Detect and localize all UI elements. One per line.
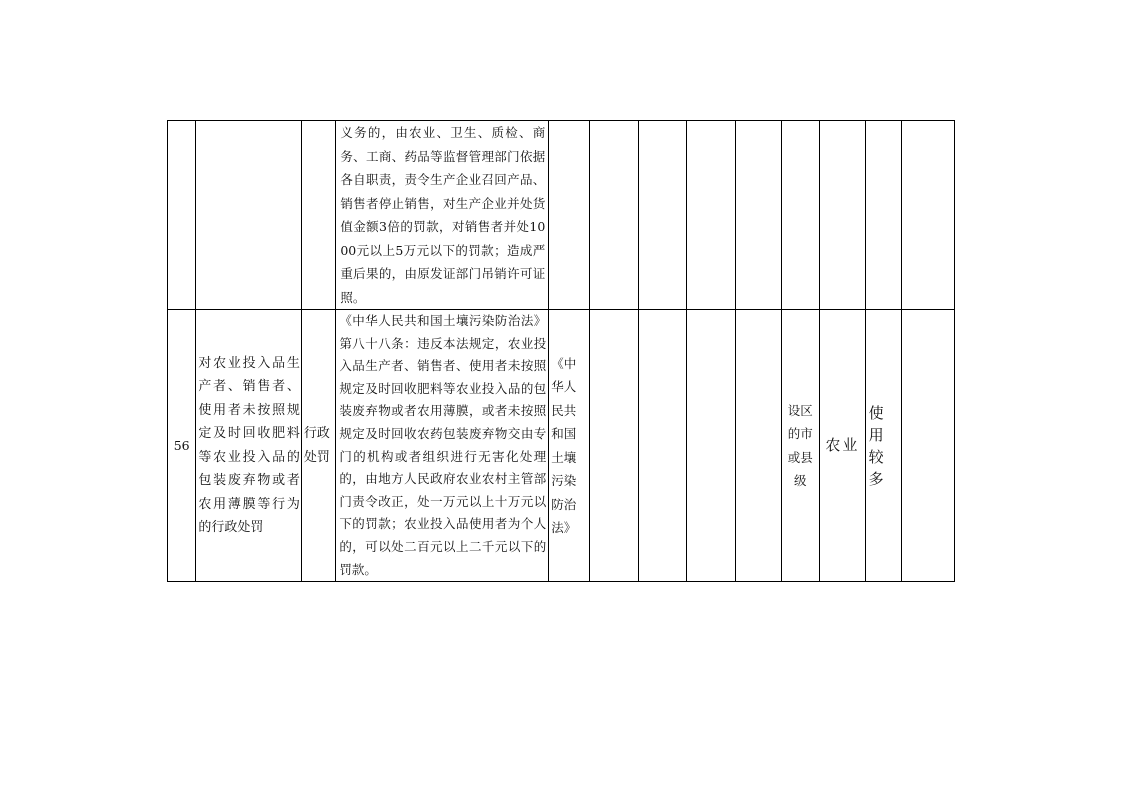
empty-cell (589, 310, 638, 582)
empty-cell (687, 121, 736, 310)
law-cell (549, 310, 590, 582)
row-number: 56 (173, 437, 190, 453)
empty-cell (638, 121, 687, 310)
empty-cell (735, 121, 781, 310)
empty-cell (902, 310, 955, 582)
level-cell (781, 310, 820, 582)
dept-cell (820, 121, 866, 310)
usage: 使用较多 (868, 403, 886, 488)
dept-cell (820, 310, 866, 582)
empty-cell (735, 310, 781, 582)
usage-cell (865, 121, 902, 310)
basis-cell (336, 121, 549, 310)
category-cell (301, 310, 335, 582)
usage-cell (865, 310, 902, 582)
law-cell (549, 121, 590, 310)
law-name: 《中华人民共和国土壤污染防治法》 (551, 355, 577, 536)
item-cell (196, 310, 301, 582)
category: 行政处罚 (303, 426, 330, 465)
legal-basis-text: 义务的，由农业、卫生、质检、商务、工商、药品等监督管理部门依据各自职责，责令生产企业召回产品、销售者停止销售，对生产企业并处货值金额3倍的罚款，对销售者并处1000元以上5万元以下的罚款；造成严重后果的，由原发证部门吊销许可证照。 (340, 125, 546, 305)
row-number-cell (168, 310, 196, 582)
level: 设区的市或县级 (787, 402, 813, 489)
category-cell (301, 121, 335, 310)
empty-cell (902, 121, 955, 310)
empty-cell (687, 310, 736, 582)
empty-cell (589, 121, 638, 310)
item-cell (196, 121, 301, 310)
basis-cell (336, 310, 549, 582)
level-cell (781, 121, 820, 310)
empty-cell (638, 310, 687, 582)
item-name: 对农业投入品生产者、销售者、使用者未按照规定及时回收肥料等农业投入品的包装废弃物或者农用薄膜等行为的行政处罚 (198, 355, 300, 536)
row-number-cell (168, 121, 196, 310)
department: 农业 (825, 435, 860, 454)
legal-basis-text: 《中华人民共和国土壤污染防治法》第八十八条：违反本法规定，农业投入品生产者、销售者、使用者未按照规定及时回收肥料等农业投入品的包装废弃物或者农用薄膜，或者未按照规定及时回收农药包装废弃物交由专门的机构或者组织进行无害化处理的，由地方人民政府农业农村主管部门责令改正，处一万元以上十万元以下的罚款；农业投入品使用者为个人的，可以处二百元以上二千元以下的罚款。 (339, 313, 547, 577)
table-row (168, 121, 955, 310)
permission-table (167, 120, 955, 582)
table-row (168, 310, 955, 582)
